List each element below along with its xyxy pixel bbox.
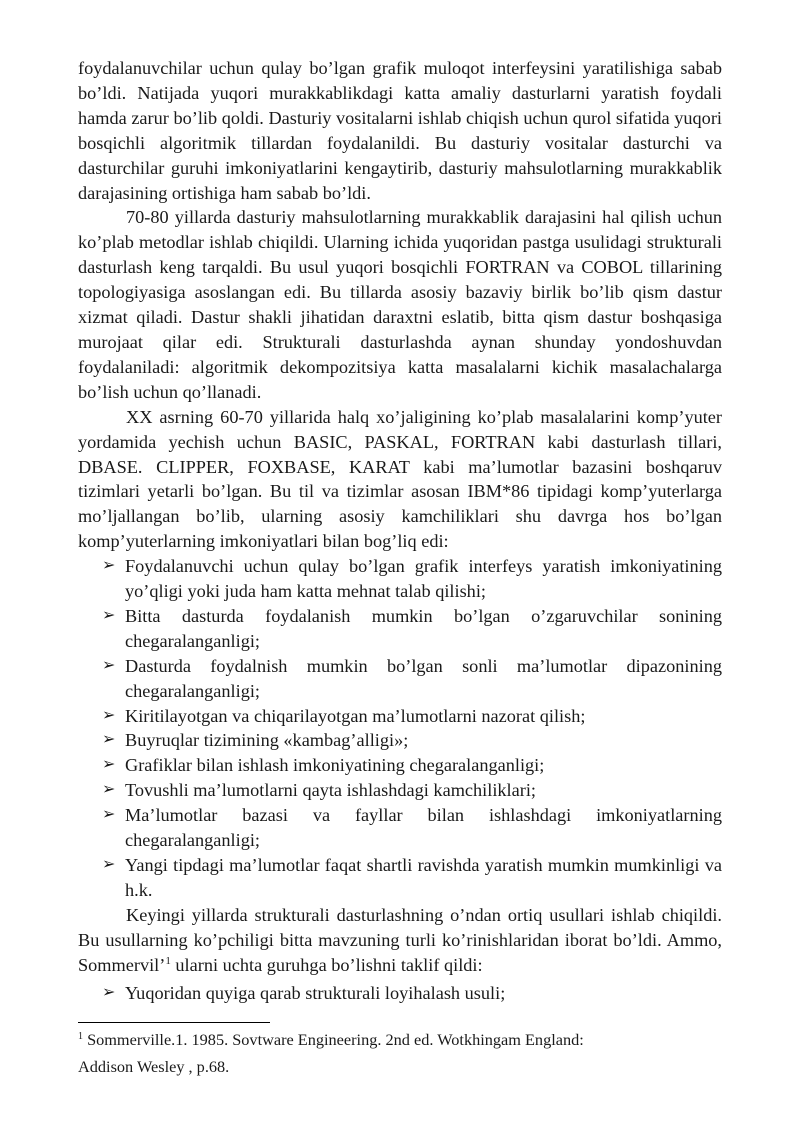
footnote-line-1 [78,1028,722,1055]
footnote-line-2: Addison Wesley , p.68. [78,1057,230,1076]
arrow-bullet-icon: ➢ [102,731,116,749]
arrow-bullet-icon: ➢ [102,806,116,824]
arrow-bullet-icon: ➢ [102,781,116,799]
paragraph-1: foydalanuvchilar uchun qulay bo’lgan grafik muloqot interfeysini yaratilishiga sabab bo’ldi. Natijada yuqori murakkablikdagi katta amaliy dasturlarni yaratish foydali hamda zarur bo’lib qoldi. Dasturiy vositalarni ishlab chiqish uchun qurol sifatida yuqori bosqichli algoritmik tillardan foydalanildi. Bu dasturiy vositalar dasturchi va dasturchilar guruhi imkoniyatlarini kengaytirib, dasturiy mahsulotlarning murakkablik darajasining ortishiga ham sabab bo’ldi. [78,58,722,203]
list-item [78,554,722,604]
list-item [78,704,722,729]
paragraph-4-text: Keyingi yillarda strukturali dasturlashning o’ndan ortiq usullari ishlab chiqildi. Bu usullarning ko’pchiligi bitta mavzuning turli ko’rinishlaridan iborat bo’ldi. Ammo, Sommervil’ [78,904,722,975]
list-item [78,728,722,753]
list-item [78,778,722,803]
footnote [78,1028,722,1079]
list-item-text: Buyruqlar tizimining «kambag’alligi»; [125,730,409,751]
footnote-mark: 1 [78,1031,83,1042]
list-item-text: Bitta dasturda foydalanish mumkin bo’lgan o’zgaruvchilar sonining chegaralanganligi; [125,605,722,651]
document-body [78,56,722,1005]
list-item [78,803,722,853]
arrow-bullet-icon: ➢ [102,557,116,575]
shortcomings-list [78,554,722,903]
paragraph-4-end: ularni uchta guruhga bo’lishni taklif qildi: [170,954,483,975]
footnote-separator [78,1022,270,1023]
paragraph-2: 70-80 yillarda dasturiy mahsulotlarning murakkablik darajasini hal qilish uchun ko’plab metodlar ishlab chiqildi. Ularning ichida yuqoridan pastga usulidagi strukturali dasturlash keng tarqaldi. Bu usul yuqori bosqichli FORTRAN va COBOL tillarining topologiyasiga asoslangan edi. Bu tillarda asosiy bazaviy birlik bo’lib qism dastur xizmat qiladi. Dastur shakli jihatidan daraxtni eslatib, bitta qism dastur boshqasiga murojaat qilar edi. Strukturali dasturlashda aynan shunday yondoshuvdan foydalaniladi: algoritmik dekompozitsiya katta masalalarni kichik masalachalarga bo’lish uchun qo’llanadi. [78,207,722,402]
list-item-text: Dasturda foydalnish mumkin bo’lgan sonli ma’lumotlar dipazonining chegaralanganligi; [125,655,722,701]
arrow-bullet-icon: ➢ [102,983,116,1001]
list-item-text: Foydalanuvchi uchun qulay bo’lgan grafik interfeys yaratish imkoniyatining yo’qligi yoki juda ham katta mehnat talab qilishi; [125,556,722,602]
list-item [78,654,722,704]
methods-list [78,981,722,1006]
list-item-text: Kiritilayotgan va chiqarilayotgan ma’lumotlarni nazorat qilish; [125,705,586,726]
arrow-bullet-icon: ➢ [102,856,116,873]
arrow-bullet-icon: ➢ [102,656,116,674]
arrow-bullet-icon: ➢ [102,756,116,774]
list-item-text: Yangi tipdagi ma’lumotlar faqat shartli ravishda yaratish mumkin mumkinligi va h.k. [125,855,722,900]
list-item [78,604,722,654]
list-item-text: Grafiklar bilan ishlash imkoniyatining chegaralanganligi; [125,755,545,776]
list-item [78,753,722,778]
paragraph-4 [78,903,722,981]
paragraph-3: XX asrning 60-70 yillarida halq xo’jaligining ko’plab masalalarini komp’yuter yordamida yechish uchun BASIC, PASKAL, FORTRAN kabi dasturlash tillari, DBASE. CLIPPER, FOXBASE, KARAT kabi ma’lumotlar bazasini boshqaruv tizimlari yetarli bo’lgan. Bu til va tizimlar asosan IBM*86 tipidagi komp’yuterlarga mo’ljallangan bo’lib, ularning asosiy kamchiliklari shu davrga hos bo’lgan komp’yuterlarning imkoniyatlari bilan bog’liq edi: [78,406,722,552]
arrow-bullet-icon: ➢ [102,706,116,724]
list-item-text: Tovushli ma’lumotlarni qayta ishlashdagi kamchiliklari; [125,780,536,801]
footnote-citation: Sommerville.1. 1985. Sovtware Engineering. 2nd ed. Wotkhingam England: [83,1030,584,1049]
arrow-bullet-icon: ➢ [102,606,116,624]
list-item [78,981,722,1006]
list-item-text: Ma’lumotlar bazasi va fayllar bilan ishlashdagi imkoniyatlarning chegaralanganligi; [125,805,722,851]
list-item-text: Yuqoridan quyiga qarab strukturali loyihalash usuli; [125,982,506,1003]
list-item [78,853,722,903]
footnote-reference[interactable]: 1 [165,954,171,967]
